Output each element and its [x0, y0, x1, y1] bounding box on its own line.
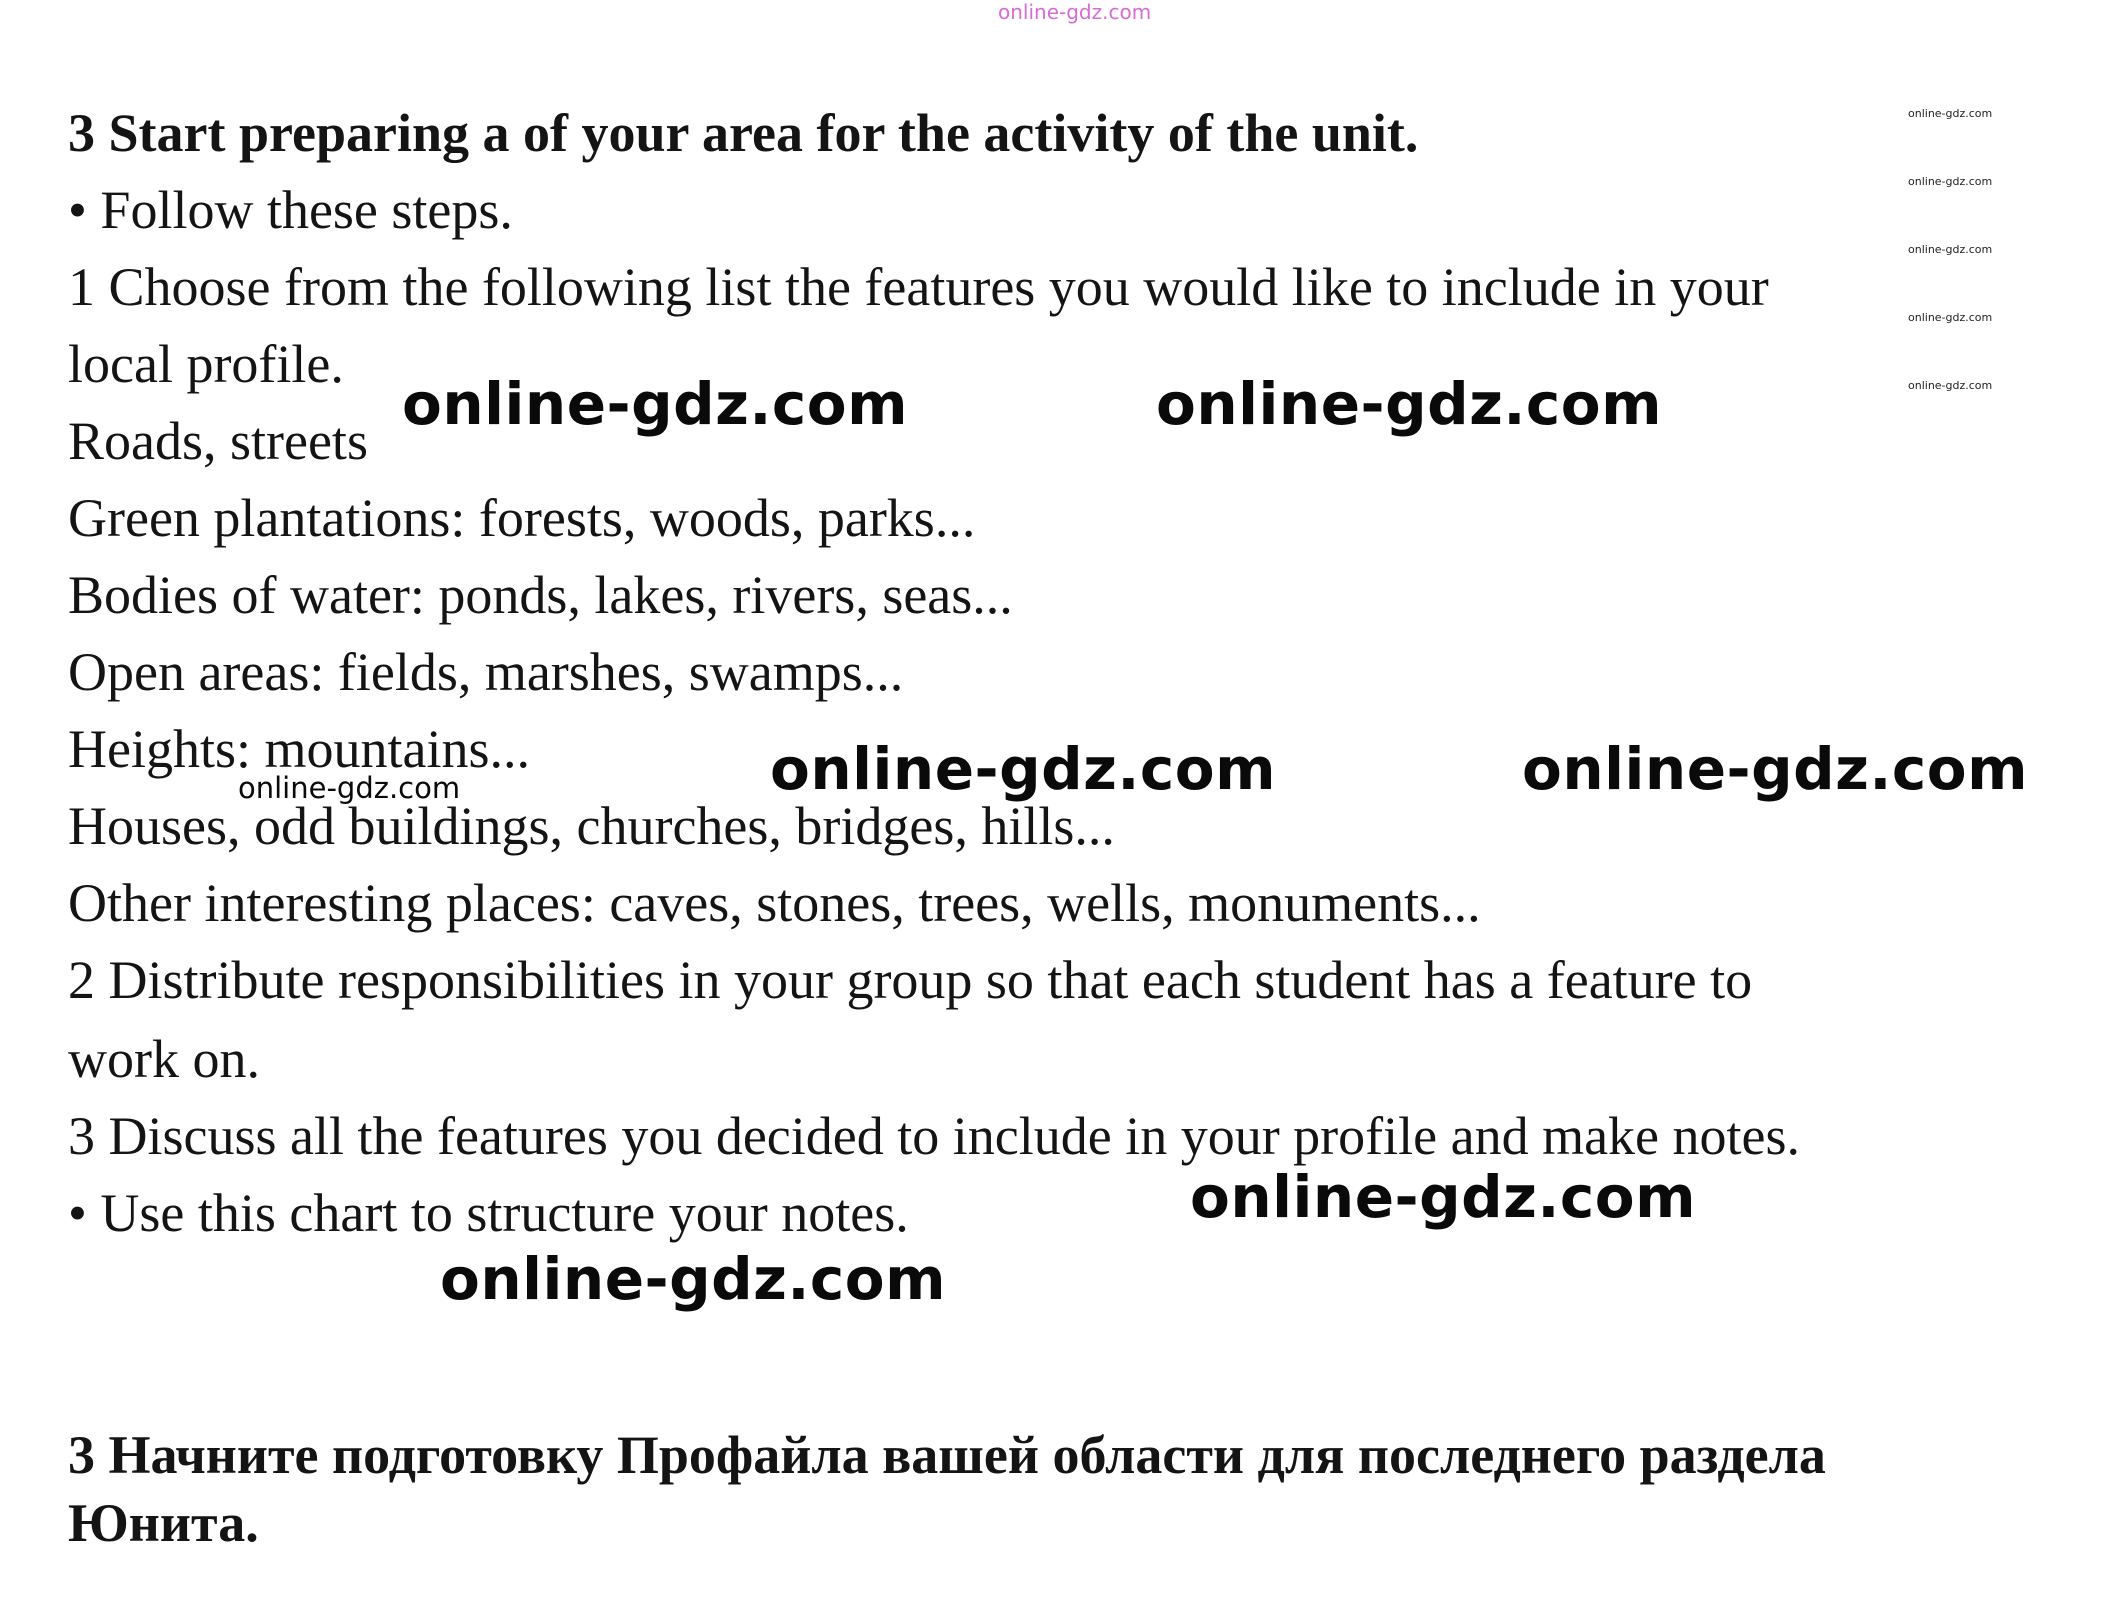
text-line: Roads, streets: [68, 411, 368, 471]
text-line: • Use this chart to structure your notes.: [68, 1183, 909, 1243]
text-line: Other interesting places: caves, stones, trees, wells, monuments...: [68, 873, 1481, 933]
watermark-medium: online-gdz.com: [238, 771, 461, 805]
translation-line: 3 Начните подготовку Профайла вашей области для последнего раздела: [68, 1425, 1826, 1485]
watermark-large: online-gdz.com: [440, 1245, 947, 1313]
text-line: 2 Distribute responsibilities in your group so that each student has a feature to: [68, 950, 1753, 1010]
watermark-large: online-gdz.com: [1522, 735, 2029, 803]
text-line: Heights: mountains...: [68, 719, 530, 779]
task-heading: 3 Start preparing a of your area for the activity of the unit.: [68, 103, 1419, 163]
watermark-small: online-gdz.com: [1908, 311, 1993, 324]
watermark-large: online-gdz.com: [1190, 1163, 1697, 1231]
watermark-large: online-gdz.com: [1156, 370, 1663, 438]
watermark-small: online-gdz.com: [1908, 107, 1993, 120]
watermark-top: online-gdz.com: [998, 0, 1152, 24]
text-line: 3 Discuss all the features you decided to include in your profile and make notes.: [68, 1106, 1801, 1166]
watermark-small: online-gdz.com: [1908, 379, 1993, 392]
text-line: Houses, odd buildings, churches, bridges, hills...: [68, 796, 1115, 856]
watermark-large: online-gdz.com: [770, 735, 1277, 803]
text-line: local profile.: [68, 334, 344, 394]
translation-line: Юнита.: [68, 1493, 259, 1553]
text-line: Open areas: fields, marshes, swamps...: [68, 642, 904, 702]
watermark-small: online-gdz.com: [1908, 243, 1993, 256]
watermark-large: online-gdz.com: [402, 370, 909, 438]
text-line: work on.: [68, 1029, 260, 1089]
text-line: 1 Choose from the following list the features you would like to include in your: [68, 257, 1769, 317]
text-line: Bodies of water: ponds, lakes, rivers, seas...: [68, 565, 1013, 625]
watermark-small: online-gdz.com: [1908, 175, 1993, 188]
text-line: • Follow these steps.: [68, 180, 513, 240]
text-line: Green plantations: forests, woods, parks...: [68, 488, 976, 548]
